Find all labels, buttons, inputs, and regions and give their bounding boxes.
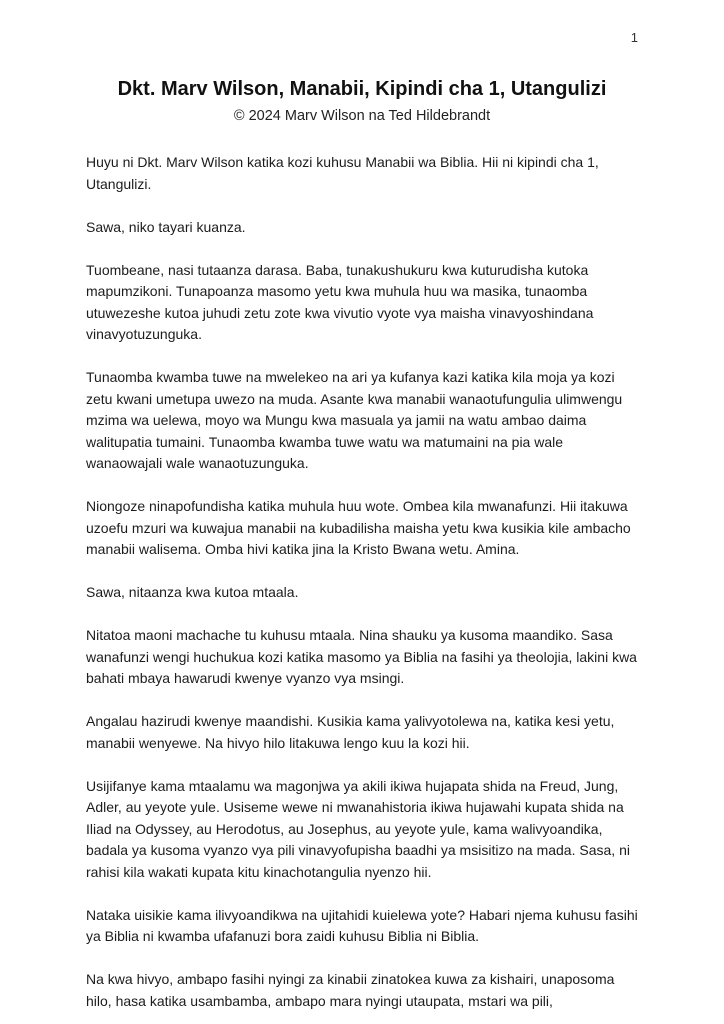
- paragraph: Sawa, niko tayari kuanza.: [86, 218, 246, 235]
- paragraph: Na kwa hivyo, ambapo fasihi nyingi za kinabii zinatokea kuwa za kishairi, unaposoma hilo, hasa katika usambamba, ambapo mara nyingi utaupata, mstari wa pili,: [86, 971, 615, 1009]
- paragraph: Nataka uisikie kama ilivyoandikwa na ujitahidi kuielewa yote? Habari njema kuhusu fasihi ya Biblia ni kwamba ufafanuzi bora zaidi kuhusu Biblia ni Biblia.: [86, 906, 638, 944]
- paragraph: Tuombeane, nasi tutaanza darasa. Baba, tunakushukuru kwa kuturudisha kutoka mapumzikoni. Tunapoanza masomo yetu kwa muhula huu wa masika, tunaomba utuwezeshe kutoa juhudi zetu zote kwa vivutio vyote vya maisha vinavyoshindana vinavyotuzunguka.: [86, 261, 594, 342]
- paragraph: Angalau hazirudi kwenye maandishi. Kusikia kama yalivyotolewa na, katika kesi yetu, manabii wenyewe. Na hivyo hilo litakuwa lengo kuu la kozi hii.: [86, 713, 615, 751]
- paragraph: Huyu ni Dkt. Marv Wilson katika kozi kuhusu Manabii wa Biblia. Hii ni kipindi cha 1, Utangulizi.: [86, 154, 599, 192]
- paragraph: Niongoze ninapofundisha katika muhula huu wote. Ombea kila mwanafunzi. Hii itakuwa uzoefu mzuri wa kuwajua manabii na kubadilisha maisha yetu kwa kusikia kile ambacho manabii walisema. Omba hivi katika jina la Kristo Bwana wetu. Amina.: [86, 498, 631, 557]
- page-number: 1: [630, 30, 638, 45]
- paragraph: Sawa, nitaanza kwa kutoa mtaala.: [86, 584, 299, 600]
- document-body: [86, 152, 638, 1012]
- paragraph: Nitatoa maoni machache tu kuhusu mtaala. Nina shauku ya kusoma maandiko. Sasa wanafunzi wengi huchukua kozi katika masomo ya Biblia na fasihi ya theolojia, lakini kwa bahati mbaya hawarudi kwenye vyanzo vya msingi.: [86, 627, 637, 686]
- paragraph: Usijifanye kama mtaalamu wa magonjwa ya akili ikiwa hujapata shida na Freud, Jung, Adler, au yeyote yule. Usiseme wewe ni mwanahistoria ikiwa hujawahi kupata shida na Iliad na Odyssey, au Herodotus, au Josephus, au yeyote yule, kama walivyoandika, badala ya kusoma vyanzo vya pili vinavyofupisha baadhi ya msisitizo na mada. Sasa, ni rahisi kila wakati kupata kitu kinachotangulia nyenzo hii.: [86, 777, 630, 880]
- paragraph: Tunaomba kwamba tuwe na mwelekeo na ari ya kufanya kazi katika kila moja ya kozi zetu kwani umetupa uwezo na muda. Asante kwa manabii wanaotufungulia ulimwengu mzima wa uelewa, moyo wa Mungu kwa masuala ya jamii na watu ambao daima walitupatia tumaini. Tunaomba kwamba tuwe watu wa matumaini na pia wale wanaowajali wale wanaotuzunguka.: [86, 369, 623, 471]
- copyright-line: © 2024 Marv Wilson na Ted Hildebrandt: [233, 108, 491, 124]
- page-title: Dkt. Marv Wilson, Manabii, Kipindi cha 1, Utangulizi: [117, 78, 607, 100]
